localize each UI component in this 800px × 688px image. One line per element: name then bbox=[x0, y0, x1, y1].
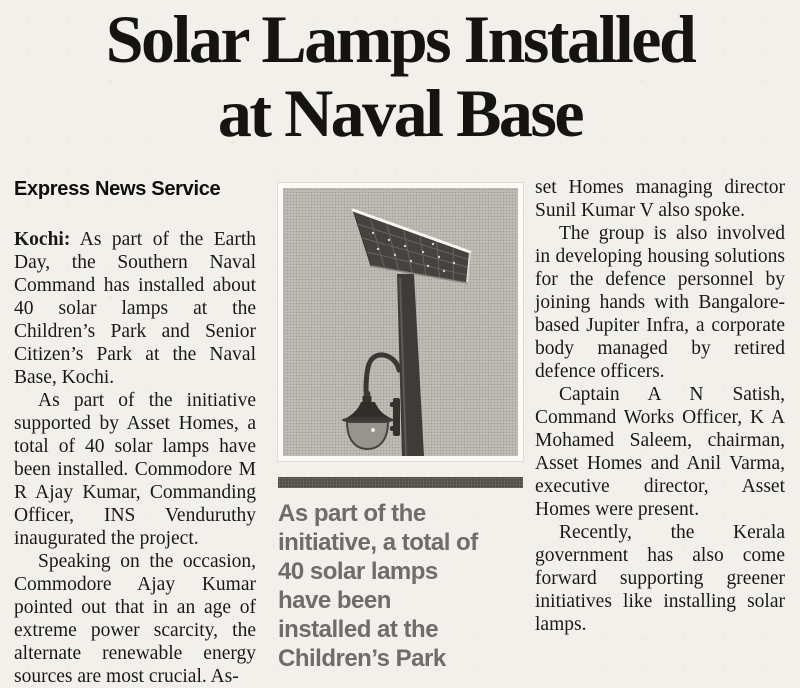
paragraph: Captain A N Satish, Command Works Officer, K A Mohamed Saleem, chairman, Asset Homes and Anil Varma, executive director, Asset Homes were present. bbox=[535, 384, 785, 520]
left-column bbox=[14, 177, 256, 688]
caption-divider-bar bbox=[278, 477, 523, 488]
paragraph-text: As part of the Earth Day, the Southern Naval Command has installed about 40 solar lamps at the Children’s Park and Senior Citizen’s Park at the Naval Base, Kochi. bbox=[14, 229, 256, 388]
byline: Express News Service bbox=[14, 178, 221, 200]
photo-caption: As part of the initiative, a total of 40 solar lamps have been installed at the Children’s Park bbox=[278, 500, 478, 672]
paragraph-dateline bbox=[14, 228, 256, 389]
paragraph: set Homes managing director Sunil Kumar V also spoke. bbox=[535, 177, 785, 221]
right-column bbox=[535, 176, 785, 636]
headline-line-1: Solar Lamps Installed bbox=[105, 1, 695, 77]
paragraph: Recently, the Kerala government has also come forward supporting greener initiatives like installing solar lamps. bbox=[535, 522, 785, 635]
paragraph: The group is also involved in developing housing solutions for the defence personnel by joining hands with Bangalore-based Jupiter Infra, a corporate body managed by retired defence officers. bbox=[535, 223, 785, 382]
paragraph: Speaking on the occasion, Commodore Ajay Kumar pointed out that in an age of extreme power scarcity, the alternate renewable energy sources are most crucial. As- bbox=[14, 551, 256, 687]
headline bbox=[0, 2, 800, 150]
headline-line-2: at Naval Base bbox=[217, 75, 583, 151]
photo-figure bbox=[278, 183, 523, 673]
paragraph: As part of the initiative supported by Asset Homes, a total of 40 solar lamps have been installed. Commodore M R Ajay Kumar, Commanding Officer, INS Venduruthy inaugurated the project. bbox=[14, 390, 256, 549]
solar-lamp-photo bbox=[278, 183, 523, 461]
dateline-label: Kochi: bbox=[14, 229, 71, 250]
